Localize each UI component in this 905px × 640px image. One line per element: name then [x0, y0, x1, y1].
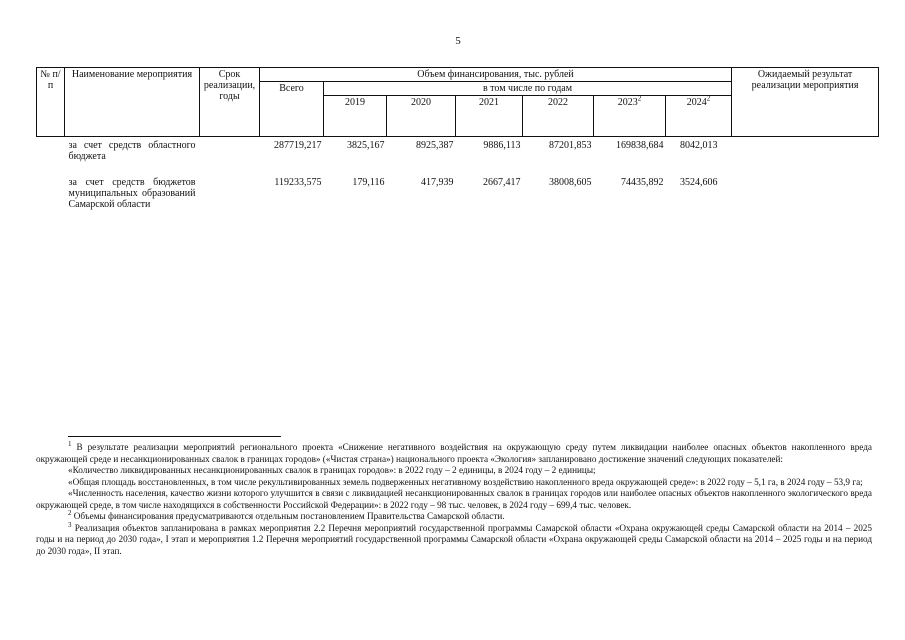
header-year-2019: 2019	[324, 96, 387, 137]
header-by-years: в том числе по годам	[324, 82, 732, 96]
row-total: 119233,575	[274, 177, 322, 188]
row-value-2022: 87201,853	[549, 140, 592, 151]
row-total: 287719,217	[274, 140, 322, 151]
row-value-2023: 74435,892	[621, 177, 664, 188]
footnote-1-item: «Количество ликвидированных несанкционированных свалок в границах городов»: в 2022 году – 2 единицы, в 2024 году – 2 единицы;	[68, 465, 596, 475]
header-year-2023: 2023$^2$	[594, 96, 666, 137]
header-name: Наименование мероприятия	[65, 68, 200, 137]
footnote-2: $^2$ Объемы финансирования предусматриваются отдельным постановлением Правительства Самарской области.	[68, 508, 505, 521]
row-value-2024: 8042,013	[680, 140, 718, 151]
table-row	[37, 137, 879, 175]
footnote-mark: 1	[68, 439, 72, 448]
header-year-2020: 2020	[387, 96, 456, 137]
footnote-separator	[68, 436, 281, 437]
footnote-1: $^1$ В результате реализации мероприятий регионального проекта «Снижение негативного воздействия на окружающую среду путем ликвидации наиболее опасных объектов накопленного вреда окружающей среде и несанкционированных свалок в границах городов» («Чистая страна») национального проекта «Экология» запланировано достижение значений следующих показателей:	[36, 439, 872, 464]
footnote-3: $^3$ Реализация объектов запланирована в рамках мероприятия 2.2 Перечня мероприятий государственной программы Самарской области «Охрана окружающей среды Самарской области на 2014 – 2025 годы и на период до 2030 года», I этап и мероприятия 1.2 Перечня мероприятий государственной программы Самарской области «Охрана окружающей среды Самарской области на 2014 – 2025 годы и на период до 2030 года», II этап.	[36, 520, 872, 556]
row-value-2020: 8925,387	[416, 140, 454, 151]
header-result: Ожидаемый результат реализации мероприятия	[732, 68, 879, 137]
row-value-2023: 169838,684	[616, 140, 664, 151]
header-funding: Объем финансирования, тыс. рублей	[260, 68, 732, 82]
row-name: за счет средств областного бюджета	[68, 140, 196, 162]
row-value-2021: 9886,113	[483, 140, 521, 151]
row-value-2019: 3825,167	[347, 140, 385, 151]
header-term: Срок реализации, годы	[200, 68, 260, 137]
row-value-2019: 179,116	[352, 177, 385, 188]
header-year-2024: 2024$^2$	[666, 96, 732, 137]
row-value-2020: 417,939	[421, 177, 454, 188]
row-value-2024: 3524,606	[680, 177, 718, 188]
row-result	[732, 174, 879, 217]
footnote-1-item: «Численность населения, качество жизни которого улучшится в связи с ликвидацией несанкционированных свалок в границах городов или наиболее опасных объектов накопленного экологического вреда окружающей среде, в том числе находящихся в собственности Российской Федерации»: в 2022 году – 98 тыс. человек, в 2024 году – 699,4 тыс. человек.	[36, 488, 872, 510]
row-name: за счет средств бюджетов муниципальных образований Самарской области	[68, 177, 196, 210]
header-total: Всего	[260, 82, 324, 137]
page-number: 5	[455, 35, 461, 47]
row-term	[200, 174, 260, 217]
footnote-1-item: «Общая площадь восстановленных, в том числе рекультивированных земель подверженных негативному воздействию накопленного вреда окружающей среде»: в 2022 году – 5,1 га, в 2024 году – 53,9 га;	[68, 476, 863, 487]
footnote-ref: 2	[706, 95, 711, 103]
table-row	[37, 174, 879, 217]
row-result	[732, 137, 879, 175]
row-term	[200, 137, 260, 175]
header-year-2022: 2022	[523, 96, 594, 137]
footnote-ref: 2	[637, 95, 642, 103]
row-value-2022: 38008,605	[549, 177, 592, 188]
row-value-2021: 2667,417	[483, 177, 521, 188]
header-year-2021: 2021	[456, 96, 523, 137]
financing-table	[36, 67, 879, 217]
footnotes	[36, 439, 872, 557]
footnote-mark: 2	[68, 508, 72, 517]
header-num: № п/п	[37, 68, 65, 137]
footnote-mark: 3	[68, 520, 72, 529]
